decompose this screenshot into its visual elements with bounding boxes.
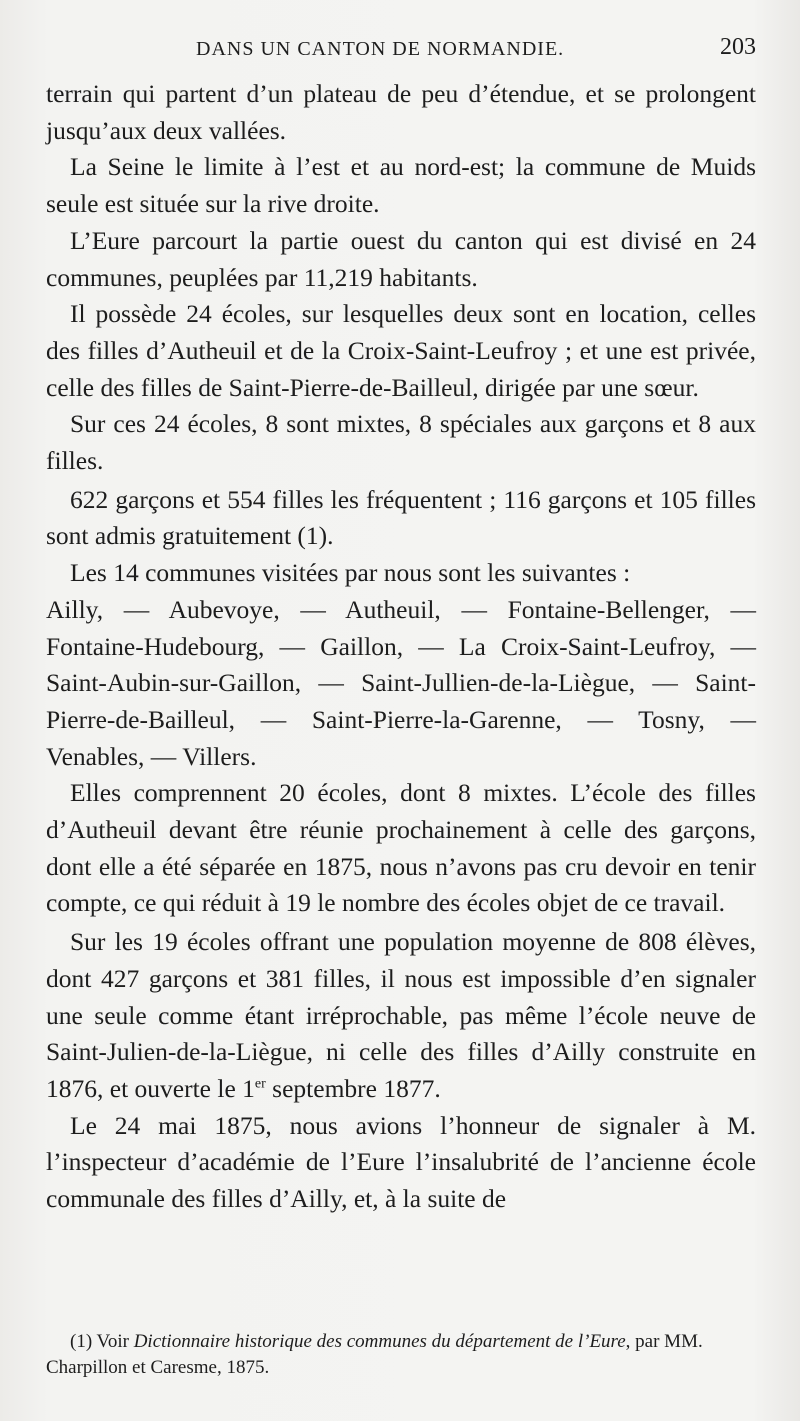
running-head: DANS UN CANTON DE NORMANDIE. bbox=[196, 38, 565, 60]
footnote-rest: , par MM. Charpillon et Caresme, 1875. bbox=[46, 1331, 703, 1378]
paragraph: La Seine le limite à l’est et au nord-est; la commune de Muids seule est située sur la rive droite. bbox=[46, 152, 756, 219]
paragraph bbox=[46, 924, 756, 1108]
page-number: 203 bbox=[720, 34, 756, 60]
footnote bbox=[46, 1329, 756, 1381]
ordinal-day: 1 bbox=[242, 1073, 255, 1103]
paragraph: Il possède 24 écoles, sur lesquelles deux sont en location, celles des filles d’Autheuil et de la Croix-Saint-Leufroy ; et une est privée, celle des filles de Saint-Pierre-de-Bailleul, dirigée par une sœur. bbox=[46, 299, 756, 402]
page-header bbox=[46, 34, 756, 70]
paragraph: Sur ces 24 écoles, 8 sont mixtes, 8 spéciales aux garçons et 8 aux filles. bbox=[46, 409, 756, 476]
footnote-marker: (1) Voir bbox=[70, 1331, 134, 1352]
paragraph: Le 24 mai 1875, nous avions l’honneur de signaler à M. l’inspecteur d’académie de l’Eure l’insalubrité de l’ancienne école communale des filles d’Ailly, et, à la suite de bbox=[46, 1110, 756, 1214]
ordinal-superscript: er bbox=[254, 1076, 266, 1092]
footnote-title: Dictionnaire historique des communes du département de l’Eure bbox=[133, 1331, 626, 1352]
paragraph: 622 garçons et 554 filles les fréquentent ; 116 garçons et 105 filles sont admis gratuitement (1). bbox=[46, 484, 756, 551]
paragraph: terrain qui partent d’un plateau de peu d’étendue, et se prolongent jusqu’aux deux vallées. bbox=[46, 79, 756, 145]
paragraph: Elles comprennent 20 écoles, dont 8 mixtes. L’école des filles d’Autheuil devant être réunie prochainement à celle des garçons, dont elle a été séparée en 1875, nous n’avons pas cru devoir en tenir compte, ce qui réduit à 19 le nombre des écoles objet de ce travail. bbox=[46, 778, 756, 918]
paragraph-text: Sur les 19 écoles offrant une population moyenne de 808 élèves, dont 427 garçons et 381 filles, il nous est impossible d’en signaler une seule comme étant irréprochable, pas même l’école neuve de Saint-Julien-de-la-Liègue, ni celle des filles d’Ailly construite en 1876, et ouverte le bbox=[46, 927, 756, 1103]
paragraph-text-end: septembre 1877. bbox=[265, 1073, 441, 1103]
paragraph: L’Eure parcourt la partie ouest du canton qui est divisé en 24 communes, peuplées par 11,219 habitants. bbox=[46, 225, 756, 292]
paragraph: Les 14 communes visitées par nous sont les suivantes : bbox=[70, 558, 631, 588]
paragraph: Ailly, — Aubevoye, — Autheuil, — Fontaine-Bellenger, — Fontaine-Hudebourg, — Gaillon, — La Croix-Saint-Leufroy, — Saint-Aubin-sur-Gaillon, — Saint-Jullien-de-la-Liègue, — Saint-Pierre-de-Bailleul, — Saint-Pierre-la-Garenne, — Tosny, — Venables, — Villers. bbox=[46, 594, 756, 771]
body-text bbox=[46, 76, 756, 1218]
footnotes bbox=[46, 1329, 756, 1381]
